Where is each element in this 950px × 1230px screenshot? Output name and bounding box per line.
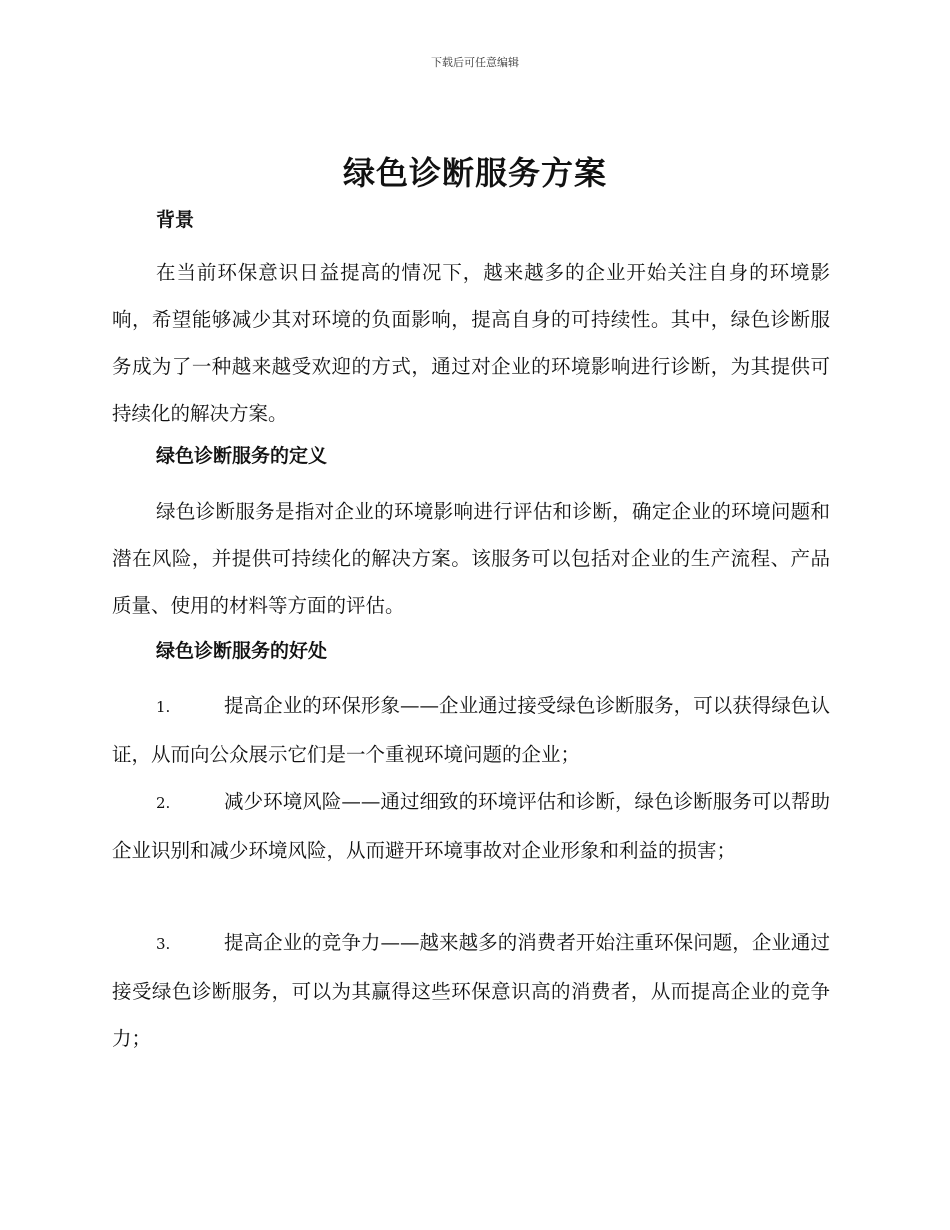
- list-item-number: 3.: [156, 935, 171, 953]
- list-item: [112, 682, 830, 778]
- paragraph-background: 在当前环保意识日益提高的情况下，越来越多的企业开始关注自身的环境影响，希望能够减少其对环境的负面影响，提高自身的可持续性。其中，绿色诊断服务成为了一种越来越受欢迎的方式，通过对企业的环境影响进行诊断，为其提供可持续化的解决方案。: [112, 261, 830, 425]
- heading-benefits: 绿色诊断服务的好处: [156, 640, 328, 662]
- list-item: [112, 919, 830, 1062]
- heading-definition: 绿色诊断服务的定义: [156, 445, 328, 467]
- list-item: [112, 778, 830, 874]
- document-title: 绿色诊断服务方案: [342, 154, 607, 192]
- header-note: 下载后可任意编辑: [431, 56, 519, 69]
- list-item-number: 1.: [156, 698, 171, 716]
- heading-background: 背景: [156, 209, 195, 231]
- list-item-text: 提高企业的竞争力——越来越多的消费者开始注重环保问题，企业通过接受绿色诊断服务，可以为其赢得这些环保意识高的消费者，从而提高企业的竞争力；: [112, 931, 830, 1050]
- list-item-text: 提高企业的环保形象——企业通过接受绿色诊断服务，可以获得绿色认证，从而向公众展示它们是一个重视环境问题的企业；: [112, 694, 830, 766]
- paragraph-definition: 绿色诊断服务是指对企业的环境影响进行评估和诊断，确定企业的环境问题和潜在风险，并提供可持续化的解决方案。该服务可以包括对企业的生产流程、产品质量、使用的材料等方面的评估。: [112, 500, 830, 617]
- list-item-text: 减少环境风险——通过细致的环境评估和诊断，绿色诊断服务可以帮助企业识别和减少环境风险，从而避开环境事故对企业形象和利益的损害；: [112, 790, 830, 862]
- list-item-number: 2.: [156, 794, 171, 812]
